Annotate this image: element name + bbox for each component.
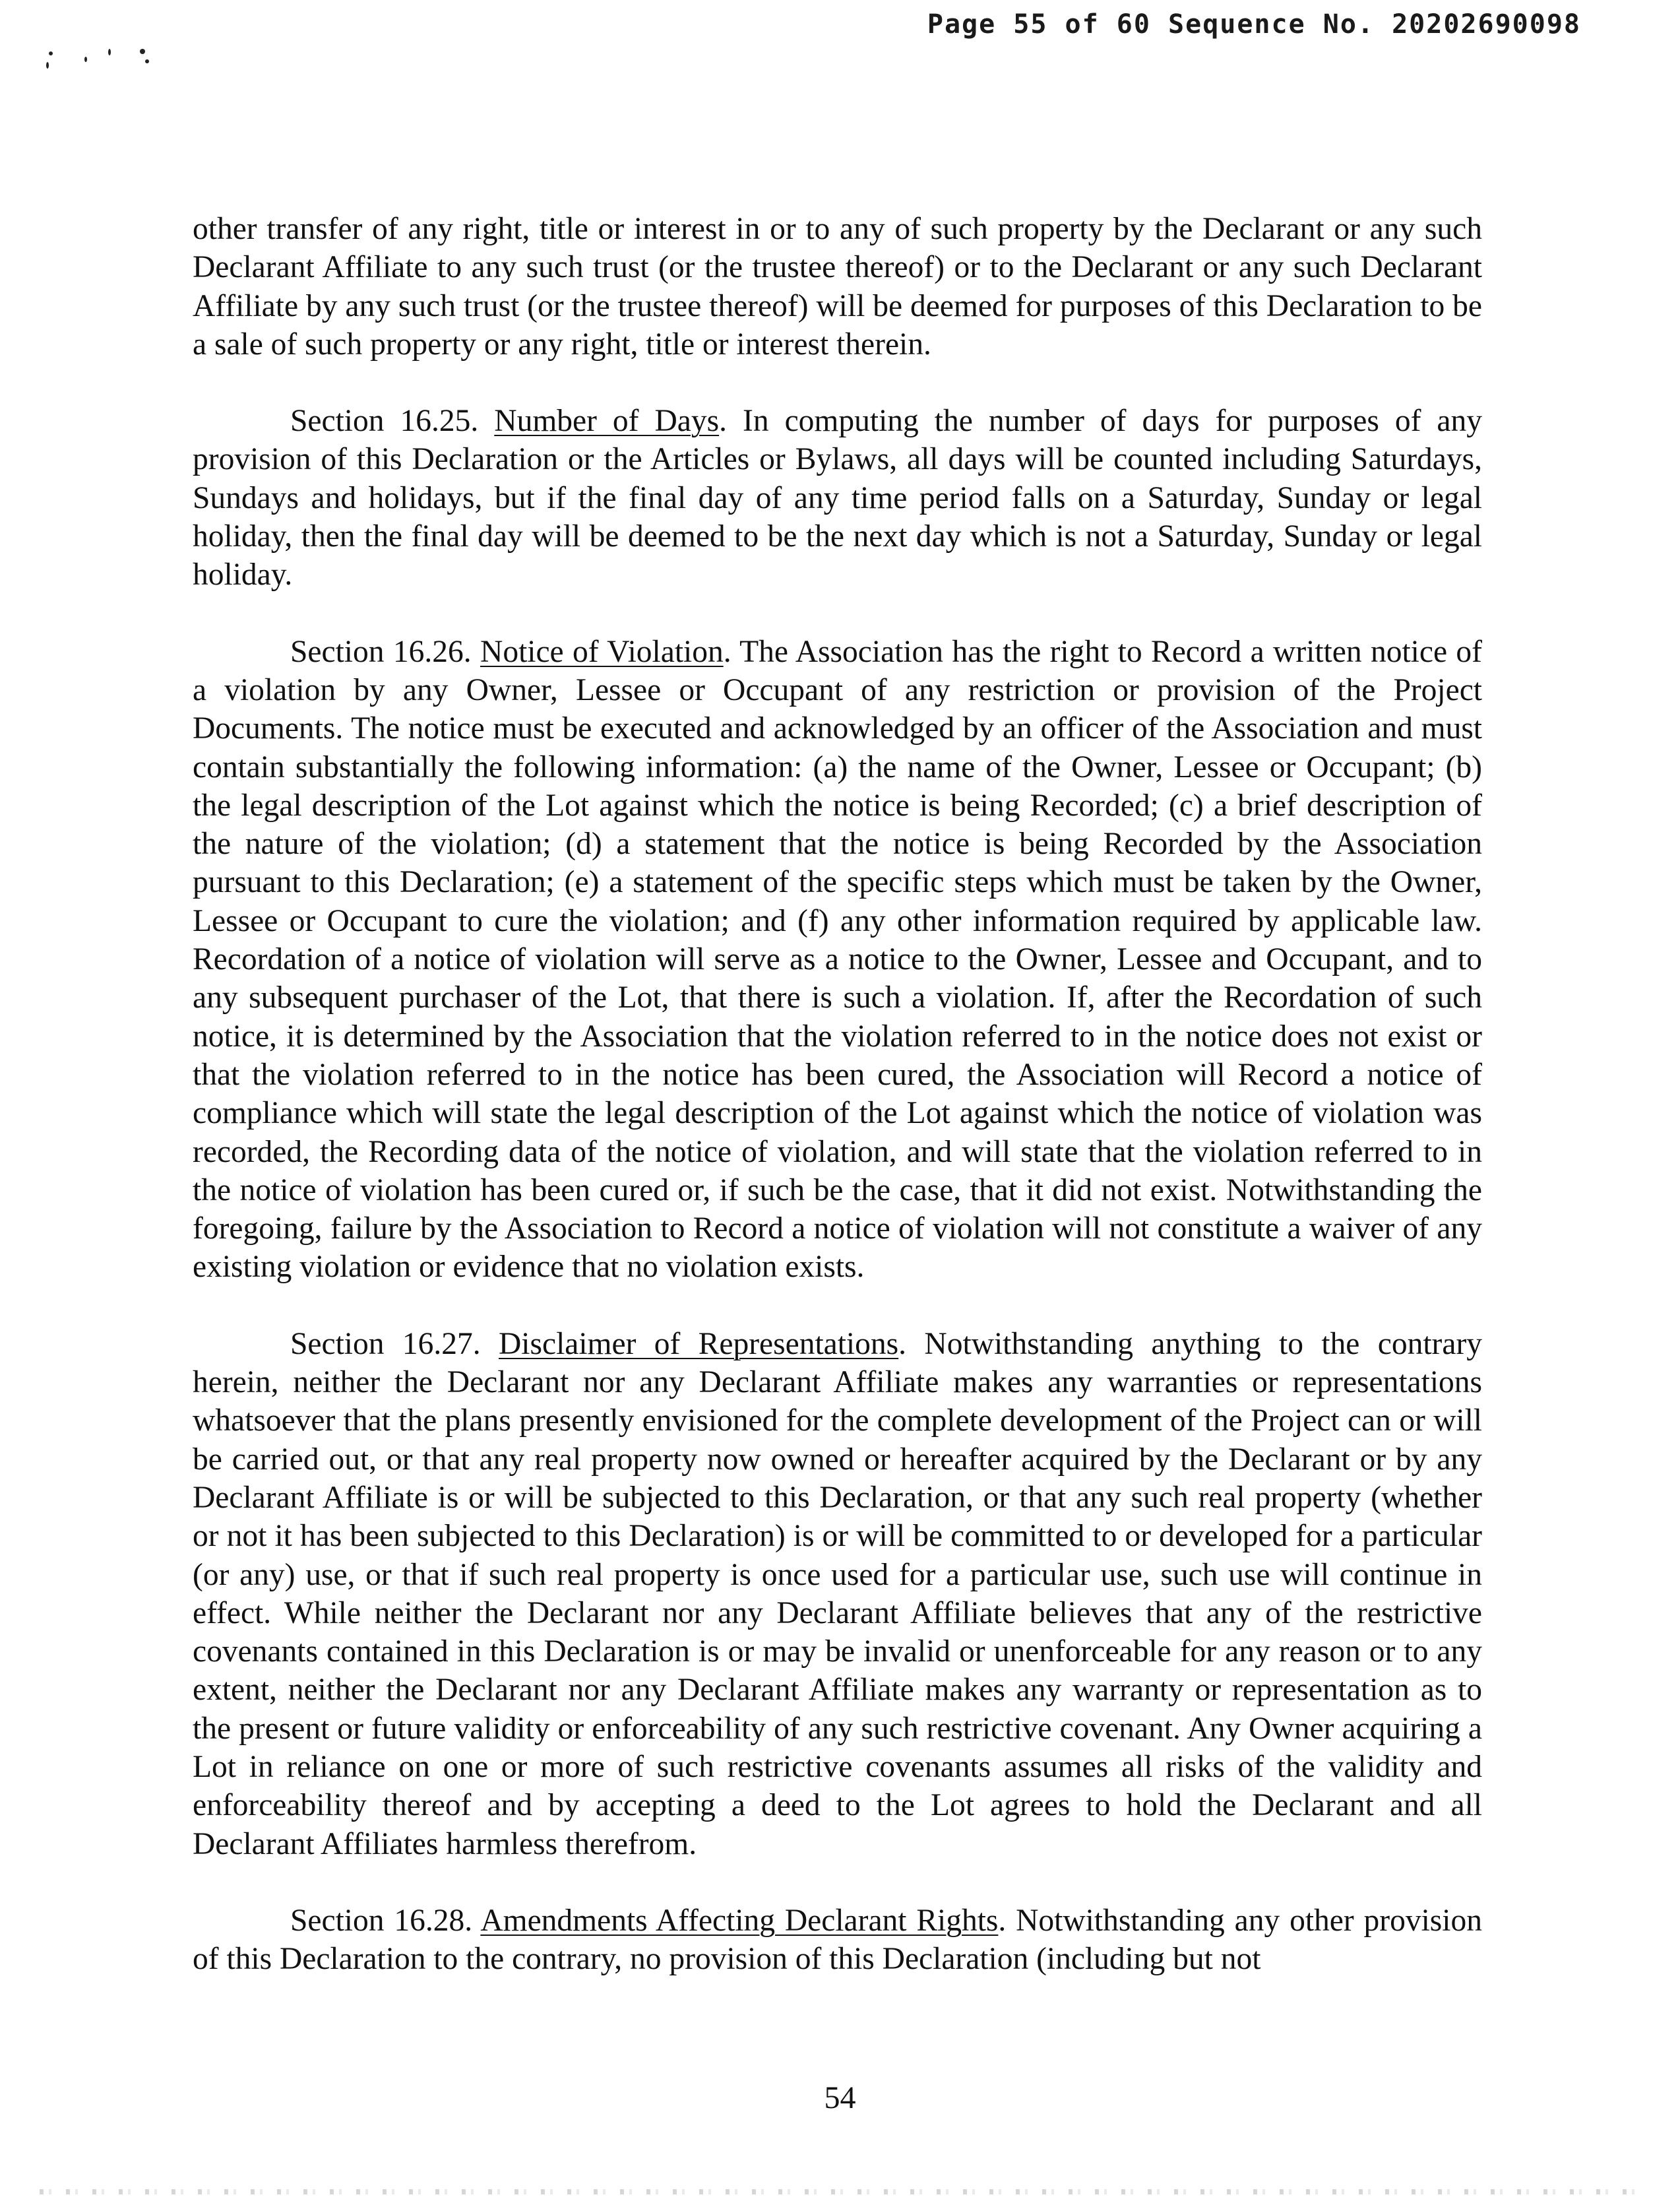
scan-bottom-edge-noise	[40, 2189, 1640, 2194]
section-heading: Disclaimer of Representations	[499, 1326, 899, 1361]
section-text: The Association has the right to Record a written notice of a violation by any Owner, Lessee or Occupant of any restriction or provision of the Project Documents. The notice must be executed and acknowledged by an officer of the Association and must contain substantially the following information: (a) the name of the Owner, Lessee or Occupant; (b) the legal description of the Lot against which the notice is being Recorded; (c) a brief description of the nature of the violation; (d) a statement that the notice is being Recorded by the Association pursuant to this Declaration; (e) a statement of the specific steps which must be taken by the Owner, Lessee or Occupant to cure the violation; and (f) any other information required by applicable law. Recordation of a notice of violation will serve as a notice to the Owner, Lessee and Occupant, and to any subsequent purchaser of the Lot, that there is such a violation. If, after the Recordation of such notice, it is determined by the Association that the violation referred to in the notice does not exist or that the violation referred to in the notice has been cured, the Association will Record a notice of compliance which will state the legal description of the Lot against which the notice of violation was recorded, the Recording data of the notice of violation, and will state that the violation referred to in the notice of violation has been cured or, if such be the case, that it did not exist. Notwithstanding the foregoing, failure by the Association to Record a notice of violation will not constitute a waiver of any existing violation or evidence that no violation exists.	[193, 634, 1483, 1285]
section-heading: Amendments Affecting Declarant Rights	[480, 1903, 999, 1938]
page-sequence-stamp: Page 55 of 60 Sequence No. 20202690098	[927, 9, 1581, 40]
section-number: Section 16.26.	[290, 634, 472, 669]
section-number: Section 16.28.	[290, 1903, 473, 1938]
section-16-28: Section 16.28. Amendments Affecting Declarant Rights. Notwithstanding any other provision of this Declaration to the contrary, no provision of this Declaration (including but not	[193, 1903, 1482, 1977]
page-number: 54	[824, 2080, 856, 2115]
paragraph-text: other transfer of any right, title or interest in or to any of such property by the Declarant or any such Declarant Affiliate to any such trust (or the trustee thereof) or to the Declarant or any such Declarant Affiliate by any such trust (or the trustee thereof) will be deemed for purposes of this Declaration to be a sale of such property or any right, title or interest therein.	[193, 212, 1482, 362]
section-16-25: Section 16.25. Number of Days. In computing the number of days for purposes of any provision of this Declaration or the Articles or Bylaws, all days will be counted including Saturdays, Sundays and holidays, but if the final day of any time period falls on a Saturday, Sunday or legal holiday, then the final day will be deemed to be the next day which is not a Saturday, Sunday or legal holiday.	[193, 404, 1483, 592]
section-16-27: Section 16.27. Disclaimer of Representations. Notwithstanding anything to the contrary herein, neither the Declarant nor any Declarant Affiliate makes any warranties or representations whatsoever that the plans presently envisioned for the complete development of the Project can or will be carried out, or that any real property now owned or hereafter acquired by the Declarant or by any Declarant Affiliate is or will be subjected to this Declaration, or that any such real property (whether or not it has been subjected to this Declaration) is or will be committed to or developed for a particular (or any) use, or that if such real property is once used for a particular use, such use will continue in effect. While neither the Declarant nor any Declarant Affiliate believes that any of the restrictive covenants contained in this Declaration is or may be invalid or unenforceable for any reason or to any extent, neither the Declarant nor any Declarant Affiliate makes any warranty or representation as to the present or future validity or enforceability of any such restrictive covenant. Any Owner acquiring a Lot in reliance on one or more of such restrictive covenants assumes all risks of the validity and enforceability thereof and by accepting a deed to the Lot agrees to hold the Declarant and all Declarant Affiliates harmless therefrom.	[193, 1326, 1483, 1861]
section-heading: Notice of Violation	[480, 634, 724, 669]
section-text: In computing the number of days for purposes of any provision of this Declaration or the Articles or Bylaws, all days will be counted including Saturdays, Sundays and holidays, but if the final day of any time period falls on a Saturday, Sunday or legal holiday, then the final day will be deemed to be the next day which is not a Saturday, Sunday or legal holiday.	[193, 404, 1483, 592]
section-16-26: Section 16.26. Notice of Violation. The Association has the right to Record a written notice of a violation by any Owner, Lessee or Occupant of any restriction or provision of the Project Documents. The notice must be executed and acknowledged by an officer of the Association and must contain substantially the following information: (a) the name of the Owner, Lessee or Occupant; (b) the legal description of the Lot against which the notice is being Recorded; (c) a brief description of the nature of the violation; (d) a statement that the notice is being Recorded by the Association pursuant to this Declaration; (e) a statement of the specific steps which must be taken by the Owner, Lessee or Occupant to cure the violation; and (f) any other information required by applicable law. Recordation of a notice of violation will serve as a notice to the Owner, Lessee and Occupant, and to any subsequent purchaser of the Lot, that there is such a violation. If, after the Recordation of such notice, it is determined by the Association that the violation referred to in the notice does not exist or that the violation referred to in the notice has been cured, the Association will Record a notice of compliance which will state the legal description of the Lot against which the notice of violation was recorded, the Recording data of the notice of violation, and will state that the violation referred to in the notice of violation has been cured or, if such be the case, that it did not exist. Notwithstanding the foregoing, failure by the Association to Record a notice of violation will not constitute a waiver of any existing violation or evidence that no violation exists.	[193, 634, 1483, 1285]
section-text: Notwithstanding anything to the contrary herein, neither the Declarant nor any Declarant Affiliate makes any warranties or representations whatsoever that the plans presently envisioned for the complete development of the Project can or will be carried out, or that any real property now owned or hereafter acquired by the Declarant or by any Declarant Affiliate is or will be subjected to this Declaration, or that any such real property (whether or not it has been subjected to this Declaration) is or will be committed to or developed for a particular (or any) use, or that if such real property is once used for a particular use, such use will continue in effect. While neither the Declarant nor any Declarant Affiliate believes that any of the restrictive covenants contained in this Declaration is or may be invalid or unenforceable for any reason or to any extent, neither the Declarant nor any Declarant Affiliate makes any warranty or representation as to the present or future validity or enforceability of any such restrictive covenant. Any Owner acquiring a Lot in reliance on one or more of such restrictive covenants assumes all risks of the validity and enforceability thereof and by accepting a deed to the Lot agrees to hold the Declarant and all Declarant Affiliates harmless therefrom.	[193, 1326, 1483, 1861]
section-text: Notwithstanding any other provision of this Declaration to the contrary, no provision of this Declaration (including but not	[193, 1903, 1482, 1977]
section-number: Section 16.27.	[290, 1326, 481, 1361]
section-heading: Number of Days	[494, 404, 720, 439]
document-body	[193, 210, 1482, 2016]
scan-artifact-specks	[40, 40, 171, 79]
paragraph-continuation	[193, 210, 1482, 364]
section-number: Section 16.25.	[290, 404, 479, 439]
